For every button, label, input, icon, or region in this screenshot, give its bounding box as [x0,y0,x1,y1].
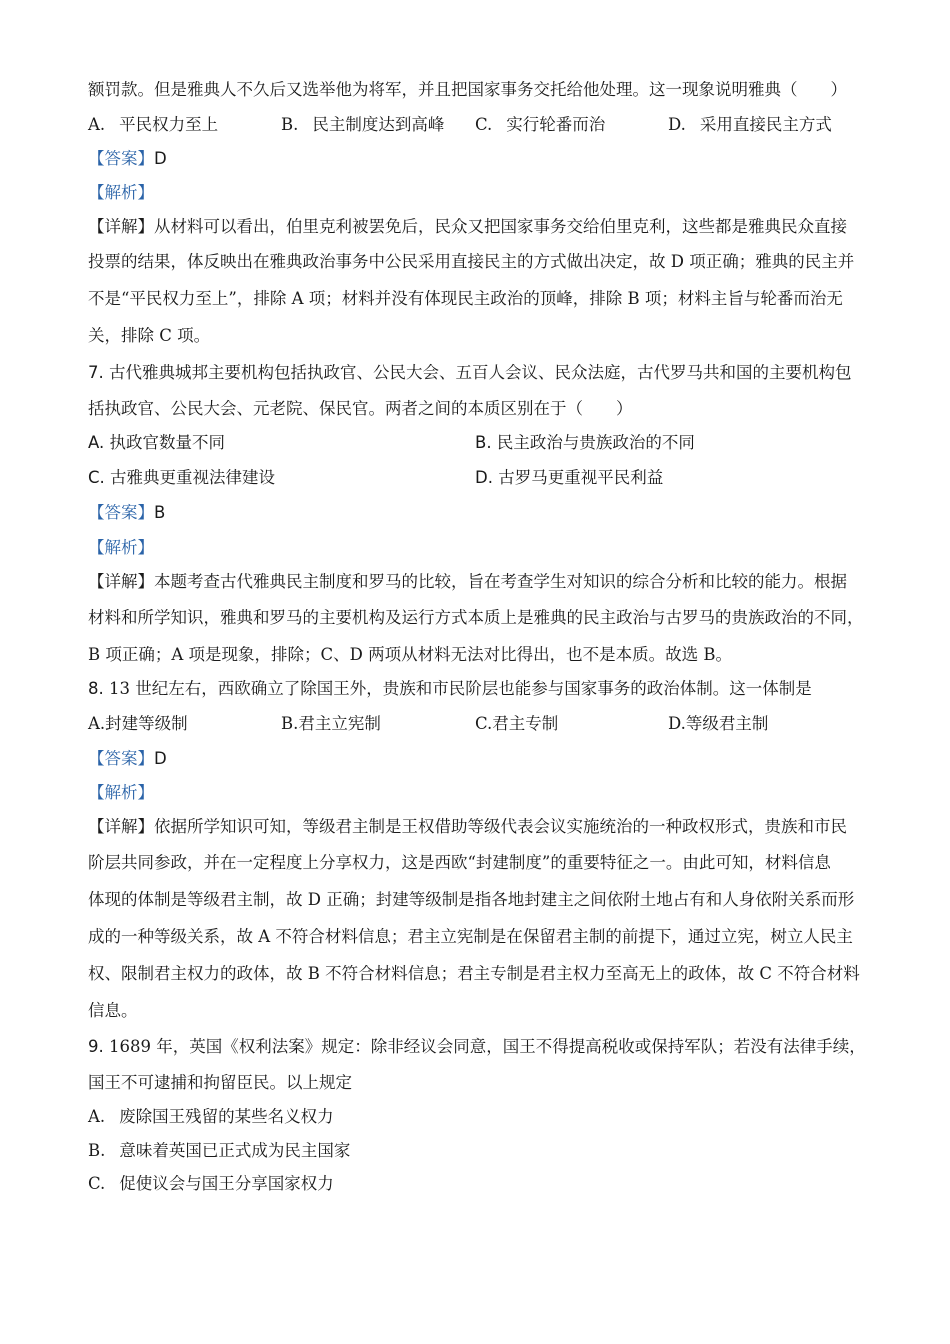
option-letter: C. [475,714,493,733]
q7-analysis-tag: 【解析】 [88,538,154,557]
q6-analysis-tag: 【解析】 [88,183,154,202]
option-text: 废除国王残留的某些名义权力 [119,1107,334,1126]
option-text: 古雅典更重视法律建设 [110,468,276,487]
answer-value: D [154,749,167,768]
q6-stem-tail: 额罚款。但是雅典人不久后又选举他为将军，并且把国家事务交托给他处理。这一现象说明雅典（ ） [88,80,847,99]
answer-tag: 【答案】 [88,749,154,768]
option-text: 采用直接民主方式 [699,115,832,134]
q6-detail-line: 关，排除 C 项。 [88,326,211,345]
answer-tag: 【答案】 [88,503,154,522]
q7-stem-line [88,362,852,384]
option-text: 君主专制 [492,714,559,733]
q7-option-a[interactable] [88,432,225,454]
detail-text: 本题考查古代雅典民主制度和罗马的比较，旨在考查学生对知识的综合分析和比较的能力。根据 [154,572,847,591]
q8-detail-line: 成的一种等级关系，故 A 不符合材料信息；君主立宪制是在保留君主制的前提下，通过立宪，树立人民主 [88,927,853,946]
option-text: 实行轮番而治 [506,115,606,134]
q9-option-c[interactable] [88,1173,334,1195]
option-letter: A. [88,433,105,452]
stem-text: 古代雅典城邦主要机构包括执政官、公民大会、五百人会议、民众法庭，古代罗马共和国的主要机构包 [109,363,852,382]
q8-detail-line: 信息。 [88,1001,138,1020]
q8-option-b[interactable] [281,713,381,735]
q8-detail-line: 阶层共同参政，并在一定程度上分享权力，这是西欧“封建制度”的重要特征之一。由此可知，材料信息 [88,853,831,872]
answer-value: D [154,149,167,168]
q7-stem-line: 括执政官、公民大会、元老院、保民官。两者之间的本质区别在于（ ） [88,399,633,418]
q8-option-c[interactable] [475,713,558,735]
stem-text: 1689 年，英国《权利法案》规定：除非经议会同意，国王不得提高税收或保持军队；若没有法律手续， [109,1037,866,1056]
stem-text: 13 世纪左右，西欧确立了除国王外，贵族和市民阶层也能参与国家事务的政治体制。这一体制是 [109,679,812,698]
option-text: 促使议会与国王分享国家权力 [119,1174,334,1193]
detail-text: 从材料可以看出，伯里克利被罢免后，民众又把国家事务交给伯里克利，这些都是雅典民众直接 [154,217,847,236]
option-letter: A. [88,115,106,134]
q8-detail-line: 权、限制君主权力的政体，故 B 不符合材料信息；君主专制是君主权力至高无上的政体，故 C 不符合材料 [88,964,860,983]
q7-detail-line: 材料和所学知识，雅典和罗马的主要机构及运行方式本质上是雅典的民主政治与古罗马的贵族政治的不同， [88,608,864,627]
q8-analysis-tag: 【解析】 [88,783,154,802]
option-text: 古罗马更重视平民利益 [498,468,664,487]
option-text: 平民权力至上 [119,115,219,134]
detail-tag: 【详解】 [88,572,154,591]
question-number: 9. [88,1037,104,1056]
detail-text: 依据所学知识可知，等级君主制是王权借助等级代表会议实施统治的一种政权形式，贵族和市民 [154,817,847,836]
question-number: 8. [88,679,104,698]
answer-tag: 【答案】 [88,149,154,168]
q7-option-d[interactable] [475,467,663,489]
option-text: 君主立宪制 [298,714,381,733]
option-letter: A. [88,714,106,733]
q6-detail-line: 投票的结果，体反映出在雅典政治事务中公民采用直接民主的方式做出决定，故 D 项正确；雅典的民主并 [88,252,855,271]
q6-answer [88,148,167,170]
option-text: 等级君主制 [685,714,769,733]
option-letter: D. [475,468,493,487]
q7-detail-line: B 项正确；A 项是现象，排除；C、D 两项从材料无法对比得出，也不是本质。故选 B。 [88,645,732,664]
option-text: 执政官数量不同 [109,433,225,452]
detail-tag: 【详解】 [88,217,154,236]
option-letter: B. [281,115,299,134]
q6-detail-line: 不是“平民权力至上”，排除 A 项；材料并没有体现民主政治的顶峰，排除 B 项；材料主旨与轮番而治无 [88,289,843,308]
q6-option-d[interactable] [668,114,832,136]
question-number: 7. [88,363,104,382]
option-letter: C. [88,1174,106,1193]
q8-answer [88,748,167,770]
q7-detail-line [88,571,847,593]
option-text: 民主政治与贵族政治的不同 [496,433,695,452]
q6-detail-line [88,216,847,238]
option-letter: B. [475,433,492,452]
option-letter: C. [88,468,105,487]
q6-option-b[interactable] [281,114,444,136]
option-letter: D. [668,714,686,733]
q7-option-b[interactable] [475,432,695,454]
option-letter: C. [475,115,493,134]
option-letter: D. [668,115,686,134]
q8-option-d[interactable] [668,713,768,735]
q6-option-a[interactable] [88,114,218,136]
q9-option-a[interactable] [88,1106,334,1128]
option-letter: B. [281,714,299,733]
q7-answer [88,502,165,524]
q9-option-b[interactable] [88,1140,350,1162]
q8-detail-line [88,816,847,838]
option-letter: A. [88,1107,106,1126]
detail-tag: 【详解】 [88,817,154,836]
q8-detail-line: 体现的体制是等级君主制，故 D 正确；封建等级制是指各地封建主之间依附土地占有和人身依附关系而形 [88,890,855,909]
q6-option-c[interactable] [475,114,605,136]
option-letter: B. [88,1141,106,1160]
q7-option-c[interactable] [88,467,275,489]
option-text: 封建等级制 [105,714,188,733]
q9-stem-line [88,1036,866,1058]
q9-stem-line: 国王不可逮捕和拘留臣民。以上规定 [88,1073,352,1092]
option-text: 民主制度达到高峰 [312,115,445,134]
q8-stem-line [88,678,812,700]
option-text: 意味着英国已正式成为民主国家 [119,1141,351,1160]
answer-value: B [154,503,166,522]
q8-option-a[interactable] [88,713,188,735]
